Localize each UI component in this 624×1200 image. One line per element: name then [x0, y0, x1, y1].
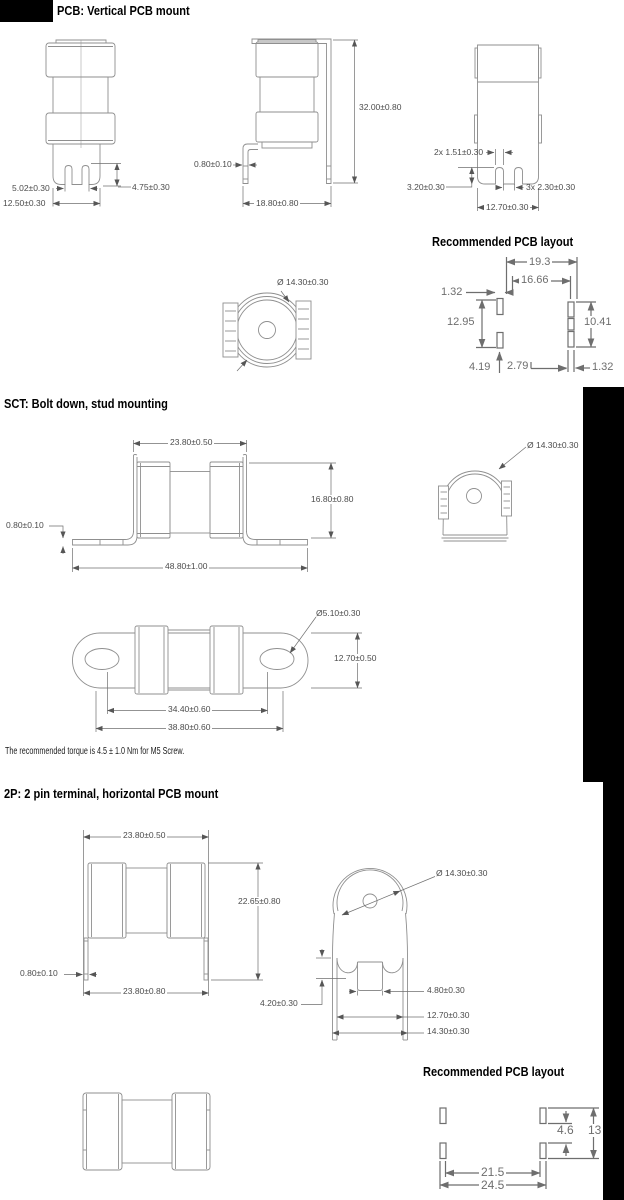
dim-pcb-back-width: 12.70±0.30	[486, 202, 529, 212]
section-title-sct: SCT: Bolt down, stud mounting	[4, 396, 168, 411]
dim-sct-bottom-width: 12.70±0.50	[334, 653, 377, 663]
dim-sct-hole-pitch: 34.40±0.60	[168, 704, 211, 714]
dim-2p-notch-depth: 4.20±0.30	[260, 998, 298, 1008]
p2-layout-bottom-drawing	[440, 1108, 599, 1189]
dim-2p-pin-pitch: 23.80±0.80	[123, 986, 166, 996]
dim-pcb-depth: 18.80±0.80	[256, 198, 299, 208]
section-title-pcb-layout-bottom: Recommended PCB layout	[423, 1064, 565, 1079]
p2-side-view-drawing	[301, 868, 435, 1040]
dim-sct-hole-diameter: Ø5.10±0.30	[316, 608, 361, 618]
dim-2p-prong-width: 4.80±0.30	[427, 985, 465, 995]
dim-2p-outer-span: 14.30±0.30	[427, 1026, 470, 1036]
pcb-front-view-drawing	[46, 40, 131, 207]
dim-sct-overall-width: 48.80±1.00	[165, 561, 208, 571]
dim-2p-body-height: 22.65±0.80	[238, 896, 281, 906]
dim-layout-right-span: 10.41	[584, 316, 612, 328]
dim-sct-body-width: 23.80±0.50	[170, 437, 213, 447]
dim-2p-layout-pad-gap: 4.6	[557, 1123, 574, 1137]
dim-layout-pad-width-left: 1.32	[441, 286, 463, 298]
dim-sct-foot-thickness: 0.80±0.10	[6, 520, 44, 530]
redaction-block-logo	[0, 0, 53, 22]
dim-sct-body-height: 16.80±0.80	[311, 494, 354, 504]
dim-pcb-prong-width: 3x 2.30±0.30	[526, 182, 576, 192]
dim-layout-col-offset: 2.79	[507, 360, 529, 372]
dim-2p-inner-span: 12.70±0.30	[427, 1010, 470, 1020]
dim-2p-layout-col-height: 13	[588, 1123, 602, 1137]
dim-2p-layout-pitch-inner: 21.5	[481, 1165, 505, 1179]
dim-layout-pad-width-right: 1.32	[592, 361, 614, 373]
dim-pcb-bracket-width: 12.50±0.30	[3, 198, 46, 208]
pcb-top-view-drawing	[223, 291, 311, 371]
section-title-pcb: PCB: Vertical PCB mount	[57, 3, 190, 18]
dim-sct-diameter: Ø 14.30±0.30	[527, 440, 579, 450]
dim-pcb-slot-width: 2x 1.51±0.30	[434, 147, 484, 157]
dim-pcb-notch-height: 3.20±0.30	[407, 182, 445, 192]
p2-front-view-drawing	[64, 830, 263, 996]
dim-2p-diameter: Ø 14.30±0.30	[436, 868, 488, 878]
redaction-block-right-lower	[603, 782, 624, 1200]
dim-layout-pitch-outer: 19.3	[529, 256, 551, 268]
dim-pcb-height: 32.00±0.80	[359, 102, 402, 112]
dim-pcb-top-diameter: Ø 14.30±0.30	[277, 277, 329, 287]
dim-pcb-slot-span: 5.02±0.30	[12, 183, 50, 193]
sct-front-view-drawing	[49, 437, 336, 572]
section-title-pcb-layout-top: Recommended PCB layout	[432, 234, 574, 249]
section-title-2p: 2P: 2 pin terminal, horizontal PCB mount	[4, 786, 219, 801]
redaction-block-right-upper	[583, 387, 624, 782]
dim-2p-body-width: 23.80±0.50	[123, 830, 166, 840]
sct-bottom-view-drawing	[73, 617, 363, 732]
dim-2p-pin-thickness: 0.80±0.10	[20, 968, 58, 978]
dim-2p-layout-pitch-outer: 24.5	[481, 1178, 505, 1192]
p2-top-view-drawing	[83, 1093, 210, 1170]
pcb-side-view-drawing	[233, 39, 358, 207]
sct-side-view-drawing	[439, 447, 527, 541]
dim-sct-overall-length: 38.80±0.60	[168, 722, 211, 732]
dim-layout-row-span: 12.95	[447, 316, 475, 328]
dim-pcb-slot-height: 4.75±0.30	[132, 182, 170, 192]
torque-note: The recommended torque is 4.5 ± 1.0 Nm for M5 Screw.	[5, 746, 185, 757]
dim-layout-pitch-inner: 16.66	[521, 274, 549, 286]
dim-pcb-lead-thickness: 0.80±0.10	[194, 159, 232, 169]
dim-layout-pad-offset: 4.19	[469, 361, 491, 373]
